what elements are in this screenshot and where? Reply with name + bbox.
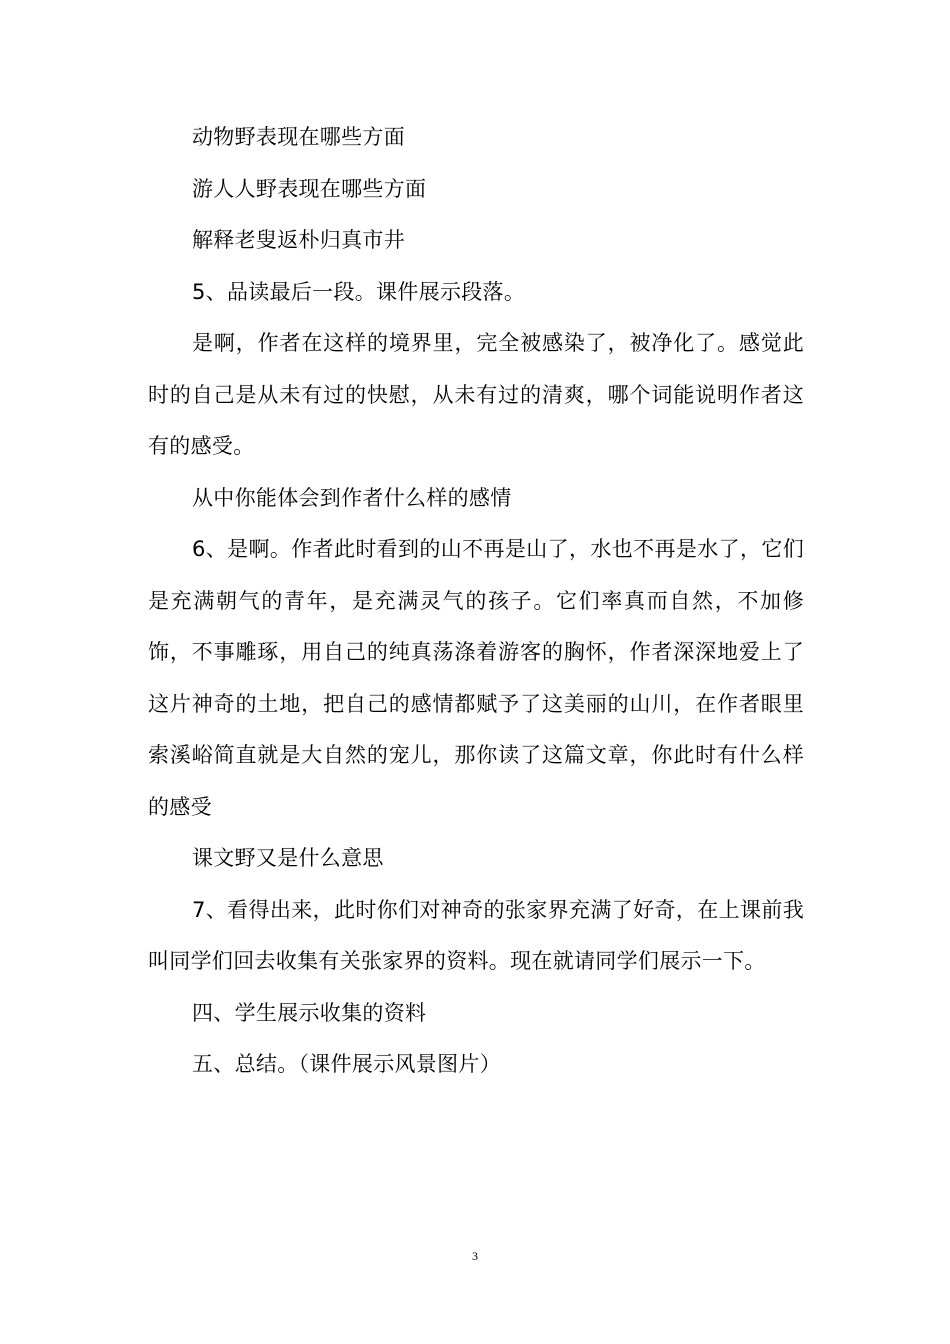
page-number: 3 — [472, 1249, 478, 1263]
paragraph-step-6: 6、是啊。作者此时看到的山不再是山了，水也不再是水了，它们是充满朝气的青年，是充满灵气的孩子。它们率真而自然，不加修饰，不事雕琢，用自己的纯真荡涤着游客的胸怀，作者深深地爱上了这片神奇的土地，把自己的感情都赋予了这美丽的山川，在作者眼里索溪峪简直就是大自然的宠儿，那你读了这篇文章，你此时有什么样的感受 — [148, 537, 804, 819]
document-body — [148, 112, 804, 1091]
paragraph-emotion-question: 从中你能体会到作者什么样的感情 — [192, 485, 512, 510]
paragraph-explain-terms: 解释老叟返朴归真市井 — [192, 228, 405, 252]
paragraph-author-feeling: 是啊，作者在这样的境界里，完全被感染了，被净化了。感觉此时的自己是从未有过的快慰，从未有过的清爽，哪个词能说明作者这有的感受。 — [148, 331, 804, 458]
paragraph-step-7: 7、看得出来，此时你们对神奇的张家界充满了好奇，在上课前我叫同学们回去收集有关张家界的资料。现在就请同学们展示一下。 — [148, 897, 804, 973]
paragraph-section-4: 四、学生展示收集的资料 — [192, 1000, 427, 1025]
paragraph-section-5: 五、总结。（课件展示风景图片） — [192, 1052, 501, 1076]
paragraph-tourists-wild: 游人人野表现在哪些方面 — [192, 176, 427, 201]
paragraph-animals-wild: 动物野表现在哪些方面 — [192, 125, 405, 149]
paragraph-wild-meaning: 课文野又是什么意思 — [192, 846, 384, 870]
paragraph-step-5: 5、品读最后一段。课件展示段落。 — [192, 279, 526, 304]
